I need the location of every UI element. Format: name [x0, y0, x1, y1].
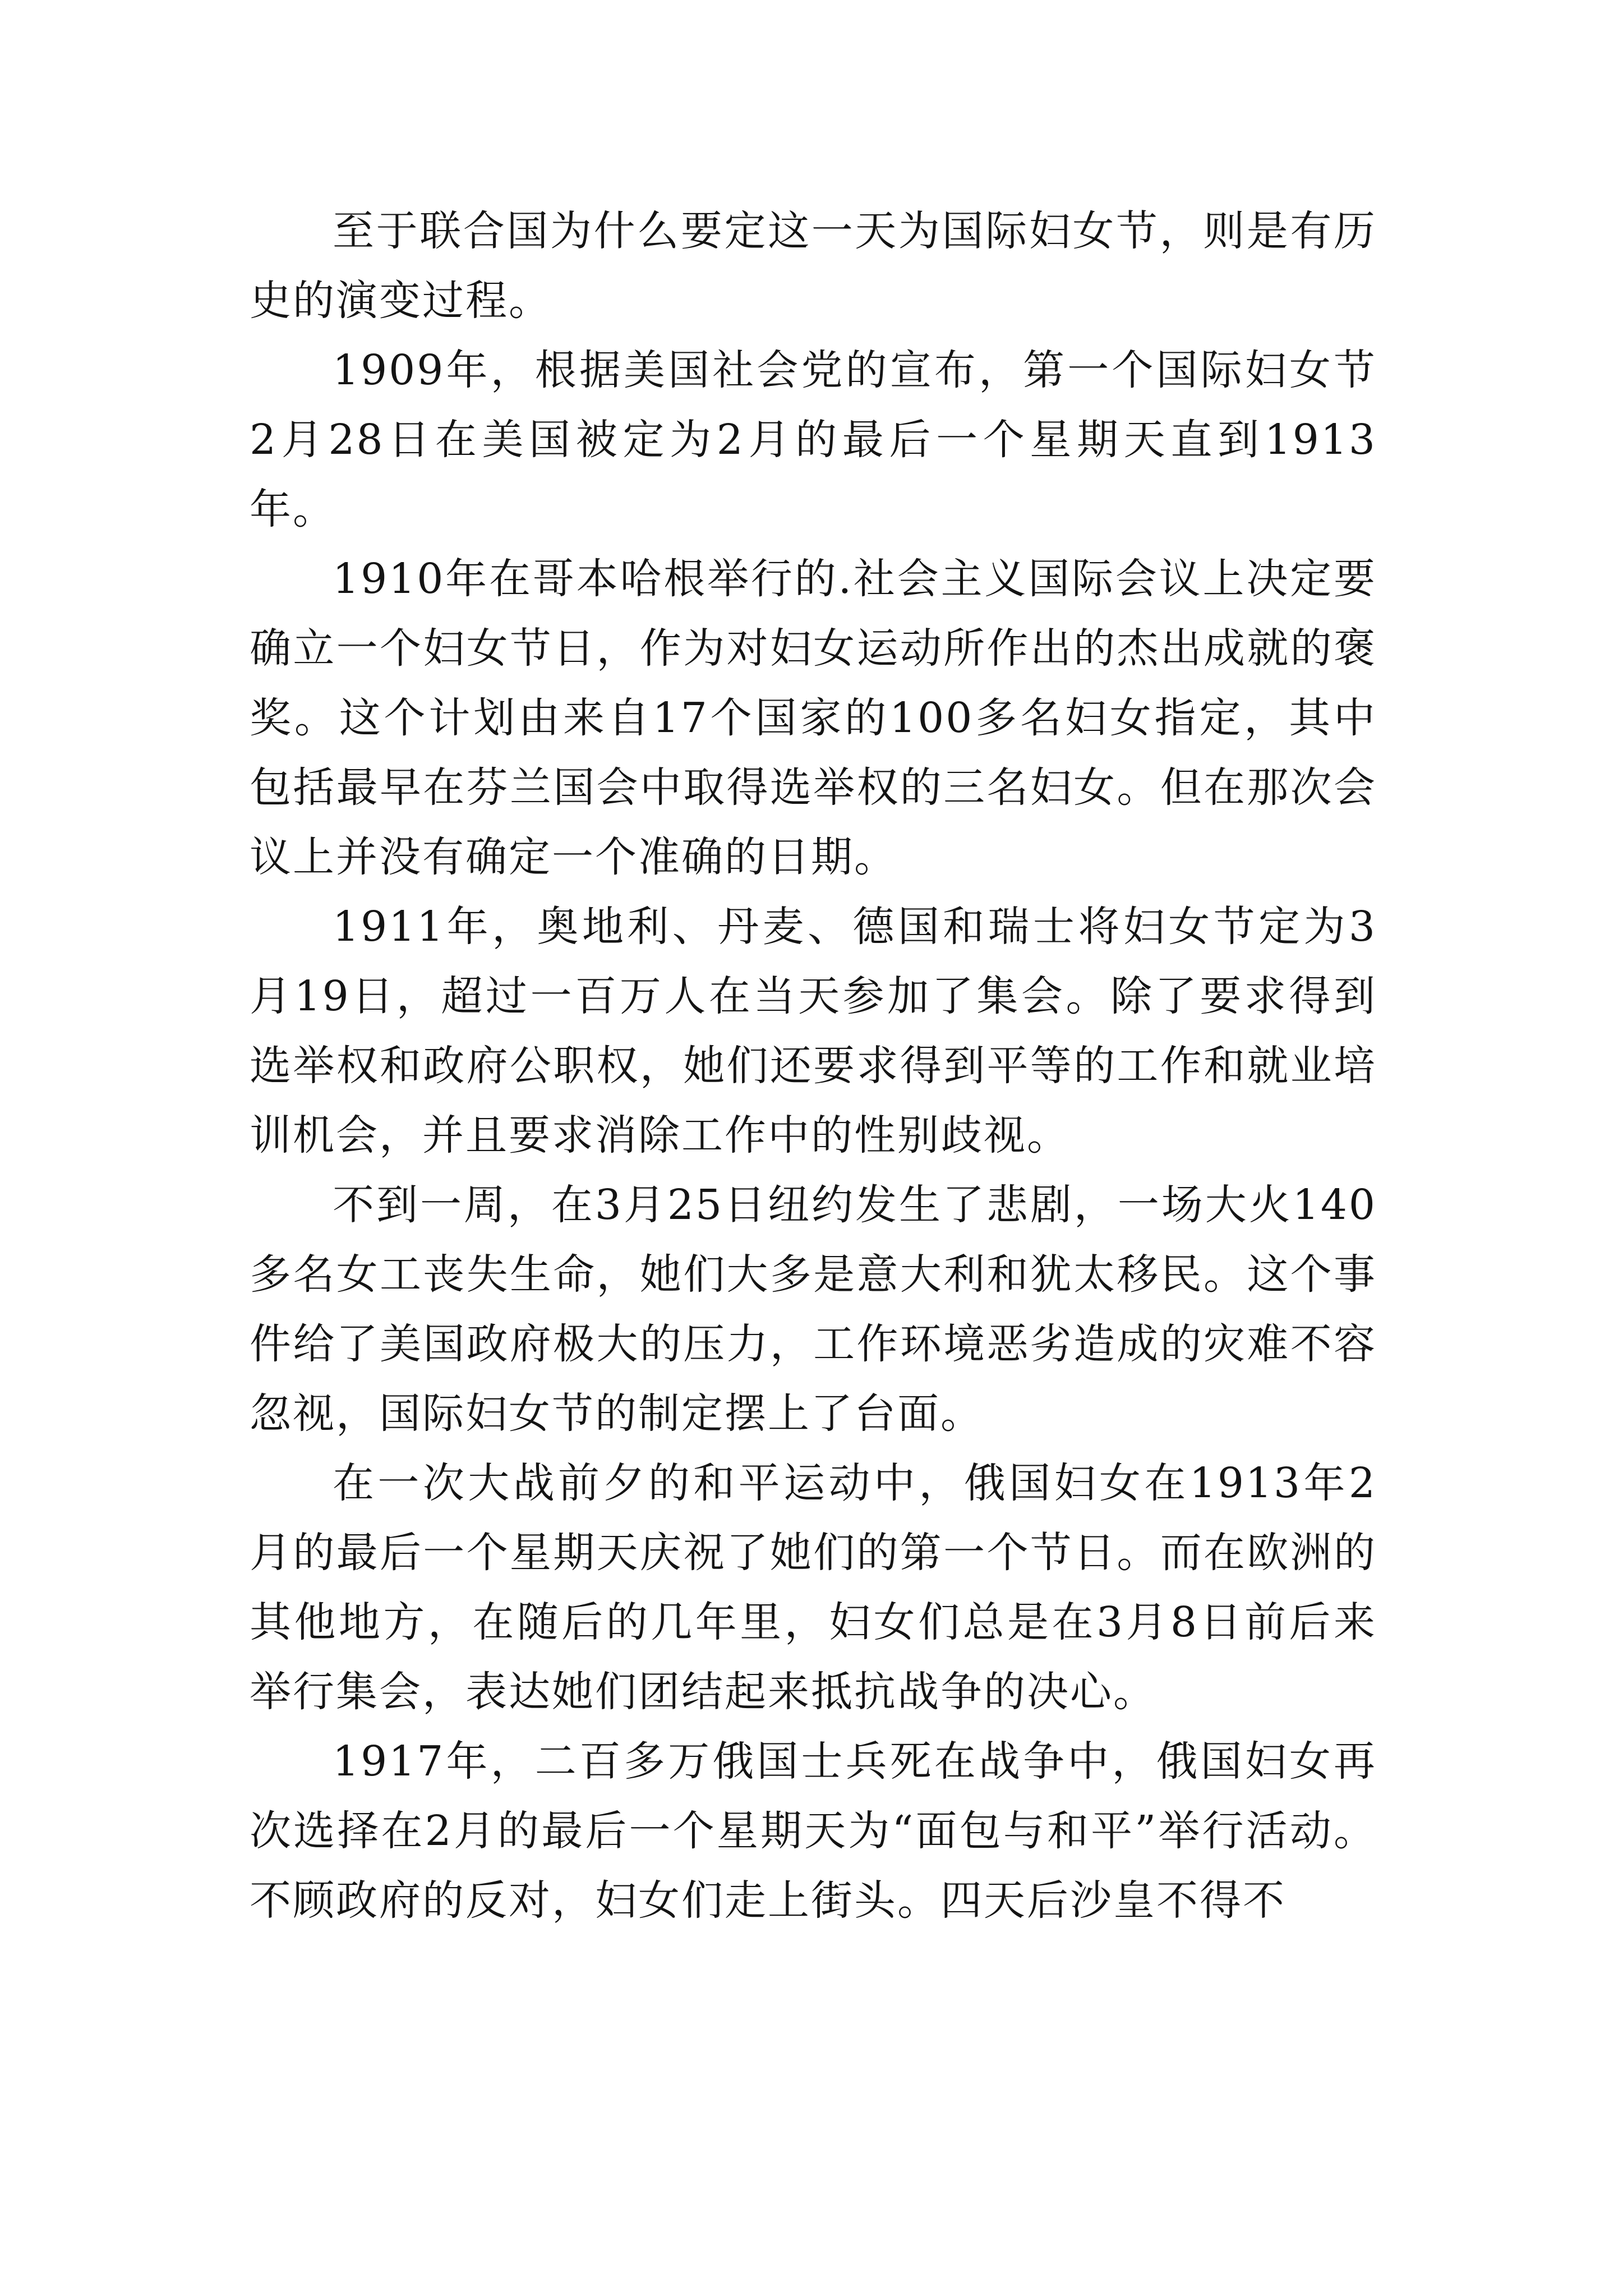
paragraph-1909: 1909年，根据美国社会党的宣布，第一个国际妇女节2月28日在美国被定为2月的最后一个星期天直到1913年。 — [250, 346, 1377, 533]
paragraph-1911: 1911年，奥地利、丹麦、德国和瑞士将妇女节定为3月19日，超过一百万人在当天参加了集会。除了要求得到选举权和政府公职权，她们还要求得到平等的工作和就业培训机会，并且要求消除工作中的性别歧视。 — [250, 903, 1377, 1159]
document-body — [250, 196, 1377, 1935]
paragraph-1913-russia: 在一次大战前夕的和平运动中，俄国妇女在1913年2月的最后一个星期天庆祝了她们的第一个节日。而在欧洲的其他地方，在随后的几年里，妇女们总是在3月8日前后来举行集会，表达她们团结起来抵抗战争的决心。 — [250, 1459, 1377, 1716]
paragraph-new-york-fire: 不到一周，在3月25日纽约发生了悲剧，一场大火140多名女工丧失生命，她们大多是意大利和犹太移民。这个事件给了美国政府极大的压力，工作环境恶劣造成的灾难不容忽视，国际妇女节的制定摆上了台面。 — [250, 1181, 1377, 1438]
paragraph-un-origin: 至于联合国为什么要定这一天为国际妇女节，则是有历史的演变过程。 — [250, 207, 1377, 325]
paragraph-1910: 1910年在哥本哈根举行的.社会主义国际会议上决定要确立一个妇女节日，作为对妇女运动所作出的杰出成就的褒奖。这个计划由来自17个国家的100多名妇女指定，其中包括最早在芬兰国会中取得选举权的三名妇女。但在那次会议上并没有确定一个准确的日期。 — [250, 555, 1377, 881]
paragraph-1917: 1917年，二百多万俄国士兵死在战争中，俄国妇女再次选择在2月的最后一个星期天为“面包与和平”举行活动。不顾政府的反对，妇女们走上街头。四天后沙皇不得不 — [250, 1737, 1377, 1925]
